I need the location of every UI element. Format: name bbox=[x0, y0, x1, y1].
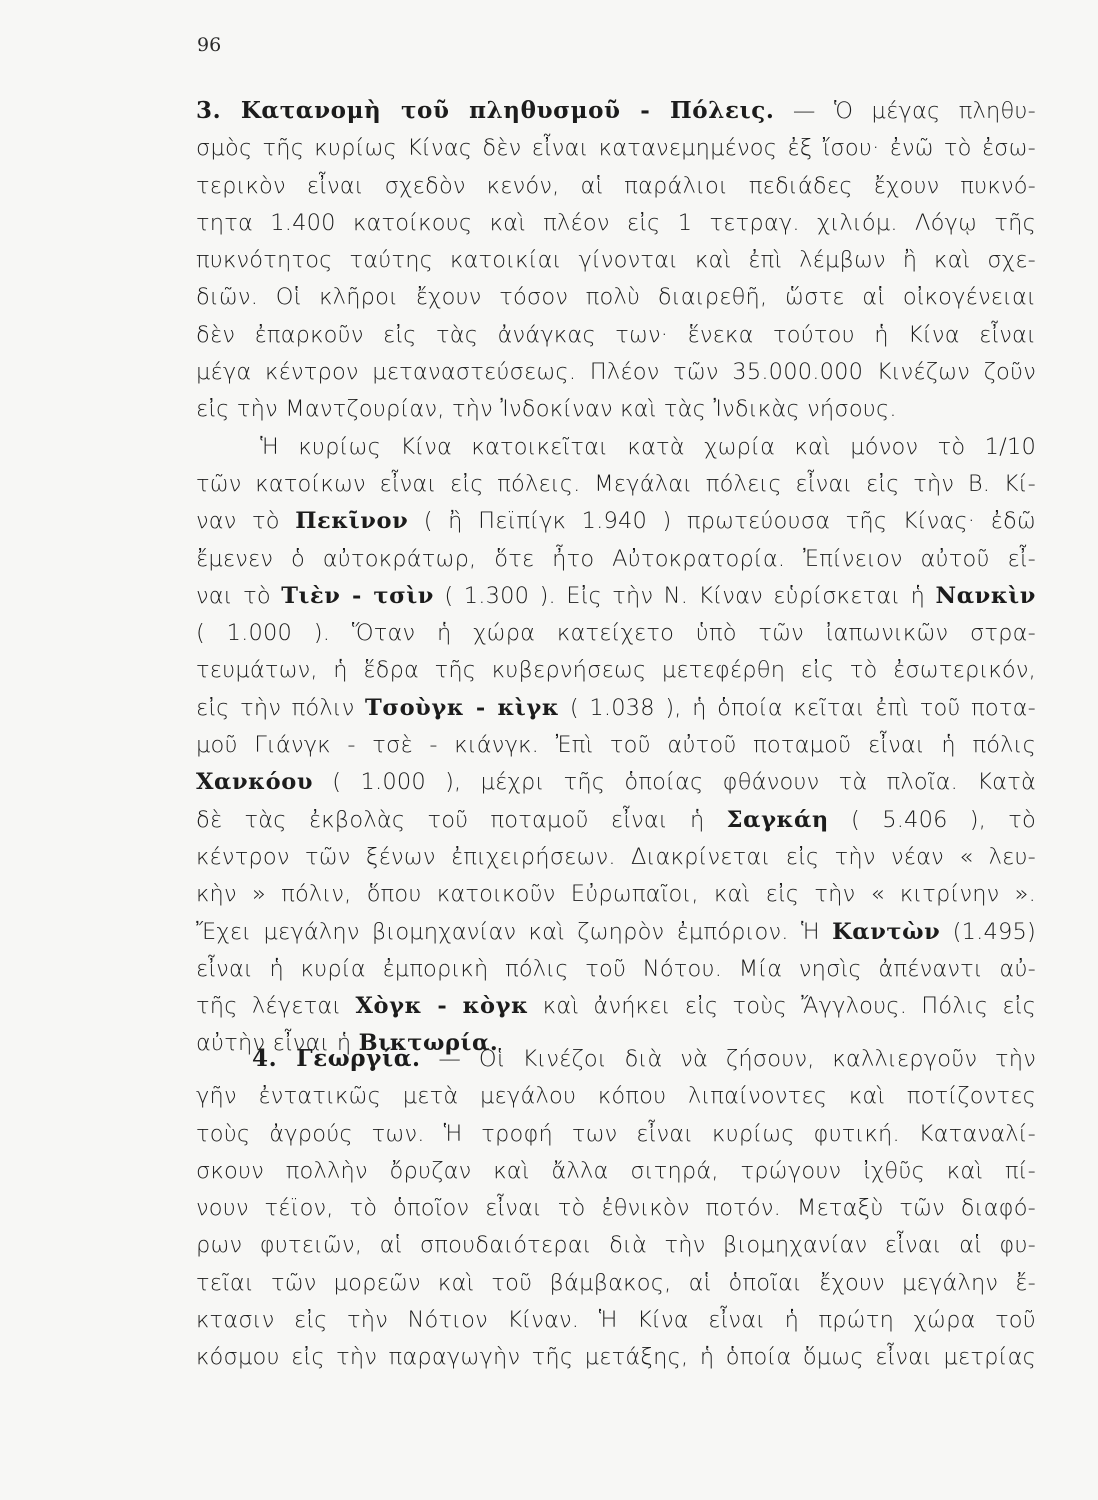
text-line: κόσμου εἰς τὴν παραγωγὴν τῆς μετάξης, ἡ ὁποία ὅμως εἶναι μετρίας bbox=[196, 1344, 1036, 1371]
city-name-hankou: Χανκόου bbox=[196, 769, 314, 796]
city-name-shanghai: Σαγκάη bbox=[726, 806, 829, 833]
text-span: εἰς τὴν πόλιν bbox=[196, 694, 366, 721]
text-line bbox=[196, 988, 1036, 1025]
text-line: νουν τέϊον, τὸ ὁποῖον εἶναι τὸ ἐθνικὸν ποτόν. Μεταξὺ τῶν διαφό- bbox=[196, 1195, 1036, 1222]
text-span: Ἔχει μεγάλην βιομηχανίαν καὶ ζωηρὸν ἐμπόριον. Ἡ bbox=[196, 918, 833, 945]
text-line bbox=[196, 1040, 1036, 1078]
text-line: κέντρον τῶν ξένων ἐπιχειρήσεων. Διακρίνεται εἰς τὴν νέαν « λευ- bbox=[196, 843, 1036, 870]
text-line: τευμάτων, ἡ ἕδρα τῆς κυβερνήσεως μετεφέρθη εἰς τὸ ἐσωτερικόν, bbox=[196, 657, 1036, 684]
text-line bbox=[196, 92, 1036, 130]
text-line: τερικὸν εἶναι σχεδὸν κενόν, αἱ παράλιοι πεδιάδες ἔχουν πυκνό- bbox=[196, 172, 1036, 199]
text-span: ( 5.406 ), τὸ bbox=[828, 806, 1037, 833]
city-name-hongkong: Χὸγκ - κὸγκ bbox=[355, 993, 529, 1020]
city-name-pekin: Πεκῖνον bbox=[295, 508, 409, 535]
section-population-cities bbox=[196, 92, 1036, 1063]
text-line: σμὸς τῆς κυρίως Κίνας δὲν εἶναι κατανεμημένος ἐξ ἴσου· ἐνῶ τὸ ἐσω- bbox=[196, 135, 1036, 162]
text-line: κὴν » πόλιν, ὅπου κατοικοῦν Εὐρωπαῖοι, καὶ εἰς τὴν « κιτρίνην ». bbox=[196, 881, 1036, 908]
text-line: τοὺς ἀγρούς των. Ἡ τροφή των εἶναι κυρίως φυτική. Καταναλί- bbox=[196, 1120, 1036, 1147]
text-span: — Ὁ μέγας πληθυ- bbox=[792, 98, 1036, 124]
text-line: τῶν κατοίκων εἶναι εἰς πόλεις. Μεγάλαι πόλεις εἶναι εἰς τὴν Β. Κί- bbox=[196, 470, 1036, 497]
text-line bbox=[196, 764, 1036, 801]
text-span: αὐτὴν εἶναι ἡ bbox=[196, 1030, 359, 1057]
text-span: τῆς λέγεται bbox=[196, 993, 356, 1020]
text-line: εἶναι ἡ κυρία ἐμπορικὴ πόλις τοῦ Νότου. Μία νησὶς ἀπέναντι αὐ- bbox=[196, 955, 1036, 982]
text-span: (1.495) bbox=[940, 918, 1036, 945]
text-line bbox=[196, 690, 1036, 727]
page-number: 96 bbox=[197, 34, 222, 56]
text-span: ναν τὸ bbox=[196, 508, 296, 535]
text-span: ναι τὸ bbox=[196, 582, 282, 609]
text-line: εἰς τὴν Μαντζουρίαν, τὴν Ἰνδοκίναν καὶ τὰς Ἰνδικὰς νήσους. bbox=[196, 396, 897, 423]
text-line bbox=[196, 802, 1036, 839]
text-span: δὲ τὰς ἐκβολὰς τοῦ ποταμοῦ εἶναι ἡ bbox=[196, 806, 727, 833]
city-name-nankin: Νανκὶν bbox=[935, 582, 1036, 609]
section-heading: 4. Γεωργία. bbox=[252, 1045, 421, 1072]
text-span: ( 1.000 ), μέχρι τῆς ὁποίας φθάνουν τὰ πλοῖα. Κατὰ bbox=[313, 769, 1036, 796]
text-line: κτασιν εἰς τὴν Νότιον Κίναν. Ἡ Κίνα εἶναι ἡ πρώτη χώρα τοῦ bbox=[196, 1307, 1036, 1334]
text-line: πυκνότητος ταύτης κατοικίαι γίνονται καὶ ἐπὶ λέμβων ἢ καὶ σχε- bbox=[196, 247, 1036, 274]
text-line: Ἡ κυρίως Κίνα κατοικεῖται κατὰ χωρία καὶ μόνον τὸ 1/10 bbox=[260, 433, 1036, 460]
city-name-chongking: Τσοὺγκ - κὶγκ bbox=[365, 694, 560, 721]
city-name-canton: Καντὼν bbox=[832, 918, 941, 945]
text-line bbox=[196, 914, 1036, 951]
section-agriculture bbox=[196, 1040, 1036, 1377]
text-line: σκουν πολλὴν ὄρυζαν καὶ ἄλλα σιτηρά, τρώγουν ἰχθῦς καὶ πί- bbox=[196, 1157, 1036, 1184]
text-line: ρων φυτειῶν, αἱ σπουδαιότεραι διὰ τὴν βιομηχανίαν εἶναι αἱ φυ- bbox=[196, 1232, 1036, 1259]
text-span: — Οἱ Κινέζοι διὰ νὰ ζήσουν, καλλιεργοῦν τὴν bbox=[438, 1046, 1036, 1072]
text-span: ( 1.300 ). Εἰς τὴν Ν. Κίναν εὑρίσκεται ἡ bbox=[434, 582, 936, 609]
city-name-tientsin: Τιὲν - τσὶν bbox=[281, 582, 435, 609]
text-span: καὶ ἀνήκει εἰς τοὺς Ἄγγλους. Πόλις εἰς bbox=[528, 993, 1036, 1020]
text-line: διῶν. Οἱ κλῆροι ἔχουν τόσον πολὺ διαιρεθῆ, ὥστε αἱ οἰκογένειαι bbox=[196, 284, 1036, 311]
text-line: δὲν ἐπαρκοῦν εἰς τὰς ἀνάγκας των· ἕνεκα τούτου ἡ Κίνα εἶναι bbox=[196, 321, 1036, 348]
text-line bbox=[196, 578, 1036, 615]
text-line bbox=[196, 503, 1036, 540]
text-line: τητα 1.400 κατοίκους καὶ πλέον εἰς 1 τετραγ. χιλιόμ. Λόγῳ τῆς bbox=[196, 209, 1036, 236]
city-name-victoria: Βικτωρία. bbox=[358, 1030, 499, 1057]
text-line: τεῖαι τῶν μορεῶν καὶ τοῦ βάμβακος, αἱ ὁποῖαι ἔχουν μεγάλην ἔ- bbox=[196, 1269, 1036, 1296]
text-line: γῆν ἐντατικῶς μετὰ μεγάλου κόπου λιπαίνοντες καὶ ποτίζοντες bbox=[196, 1083, 1036, 1110]
text-line: ἔμενεν ὁ αὐτοκράτωρ, ὅτε ἦτο Αὐτοκρατορία. Ἐπίνειον αὐτοῦ εἶ- bbox=[196, 545, 1036, 572]
text-line: μοῦ Γιάνγκ - τσὲ - κιάνγκ. Ἐπὶ τοῦ αὐτοῦ ποταμοῦ εἶναι ἡ πόλις bbox=[196, 732, 1036, 759]
text-line: μέγα κέντρον μεταναστεύσεως. Πλέον τῶν 35.000.000 Κινέζων ζοῦν bbox=[196, 359, 1036, 386]
text-line: ( 1.000 ). Ὅταν ἡ χώρα κατείχετο ὑπὸ τῶν ἰαπωνικῶν στρα- bbox=[196, 620, 1036, 647]
text-span: ( ἢ Πεϊπίγκ 1.940 ) πρωτεύουσα τῆς Κίνας· ἐδῶ bbox=[408, 508, 1036, 535]
section-heading: 3. Κατανομὴ τοῦ πληθυσμοῦ - Πόλεις. bbox=[196, 97, 775, 124]
text-span: ( 1.038 ), ἡ ὁποία κεῖται ἐπὶ τοῦ ποτα- bbox=[559, 694, 1036, 721]
